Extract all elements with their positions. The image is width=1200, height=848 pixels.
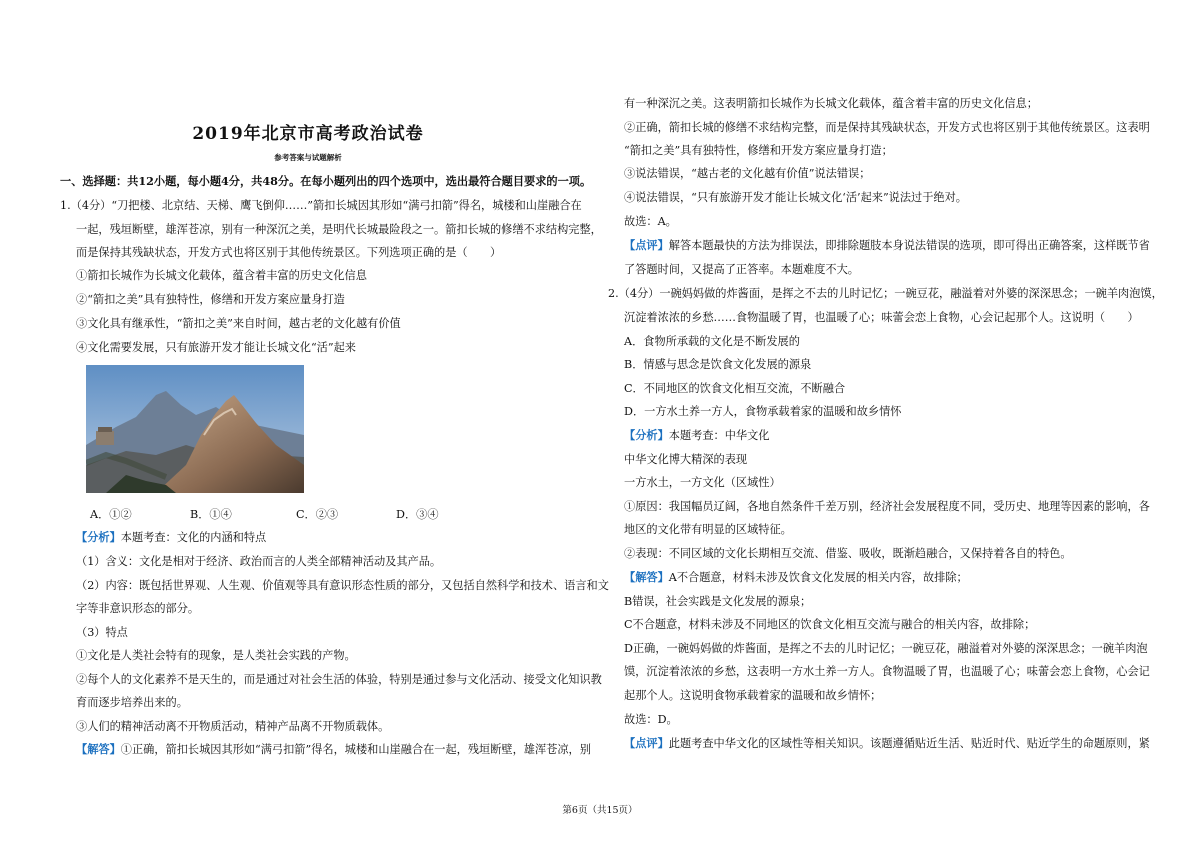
analysis-line: ③人们的精神活动离不开物质活动，精神产品离不开物质载体。 — [76, 720, 390, 733]
q2-option-d: D．一方水土养一方人，食物承载着家的温暖和故乡情怀 — [624, 405, 902, 418]
q1-line: 而是保持其残缺状态，开发方式也将区别于其他传统景区。下列选项正确的是（ ） — [76, 246, 502, 259]
q1-answer-line: ③说法错误，“越古老的文化越有价值”说法错误； — [624, 167, 871, 180]
answer-tag: 【解答】 — [624, 570, 669, 584]
comment-tag: 【点评】 — [624, 238, 669, 252]
analysis-line: ②每个人的文化素养不是天生的，而是通过对社会生活的体验，特别是通过参与文化活动、接受文化知识教 — [76, 673, 602, 686]
comment-line: 了答题时间，又提高了正答率。本题难度不大。 — [624, 263, 859, 276]
option-a: A．①② — [90, 508, 132, 521]
q2-line: 沉淀着浓浓的乡愁……食物温暖了胃，也温暖了心；味蕾会恋上食物，心会记起那个人。这说明（ ） — [624, 311, 1139, 324]
answer-text: A不合题意，材料未涉及饮食文化发展的相关内容，故排除； — [668, 571, 968, 584]
comment-text: 此题考查中华文化的区域性等相关知识。该题遵循贴近生活、贴近时代、贴近学生的命题原则，紧 — [668, 737, 1150, 750]
q2-answer-line: D正确，一碗妈妈做的炸酱面，是挥之不去的儿时记忆；一碗豆花，融溢着对外婆的深深思念；一碗羊肉泡 — [624, 642, 1148, 655]
q2-analysis-line: 中华文化博大精深的表现 — [624, 453, 748, 466]
q2-option-c: C．不同地区的饮食文化相互交流，不断融合 — [624, 382, 846, 395]
page-title: 2019年北京市高考政治试卷 — [192, 124, 424, 144]
q2-analysis-line: 一方水土，一方文化（区域性） — [624, 476, 781, 489]
q1-answer-line: ②正确，箭扣长城的修缮不求结构完整，而是保持其残缺状态，开发方式也将区别于其他传统景区。这表明 — [624, 121, 1150, 134]
section-heading: 一、选择题：共12小题，每小题4分，共48分。在每小题列出的四个选项中，选出最符合题目要求的一项。 — [60, 174, 592, 188]
analysis-line: （1）含义：文化是相对于经济、政治而言的人类全部精神活动及其产品。 — [76, 555, 442, 568]
q2-comment-line — [624, 736, 1150, 751]
q2-answer-line: C不合题意，材料未涉及不同地区的饮食文化相互交流与融合的相关内容，故排除； — [624, 618, 1036, 631]
analysis-line: （3）特点 — [76, 626, 128, 639]
q2-option-b: B．情感与思念是饮食文化发展的源泉 — [624, 358, 812, 371]
analysis-line: 育而逐步培养出来的。 — [76, 696, 188, 709]
q1-answer-line: 故选：A。 — [624, 215, 677, 228]
q2-analysis-line: ②表现：不同区域的文化长期相互交流、借鉴、吸收，既渐趋融合，又保持着各自的特色。 — [624, 547, 1072, 560]
q2-answer-line: 馍，沉淀着浓浓的乡愁，这表明一方水土养一方人。食物温暖了胃，也温暖了心；味蕾会恋上食物，心会记 — [624, 665, 1150, 678]
page-subtitle: 参考答案与试题解析 — [274, 153, 342, 162]
q1-line: ④文化需要发展，只有旅游开发才能让长城文化“活”起来 — [76, 341, 356, 354]
answer-text: ①正确，箭扣长城因其形如“满弓扣箭”得名，城楼和山崖融合在一起，残垣断壁，雄浑苍凉，别 — [120, 743, 591, 756]
q2-analysis-line: ①原因：我国幅员辽阔，各地自然条件千差万别，经济社会发展程度不同，受历史、地理等因素的影响，各 — [624, 500, 1150, 513]
q2-answer-line: B错误，社会实践是文化发展的源泉； — [624, 595, 812, 608]
analysis-line: （2）内容：既包括世界观、人生观、价值观等具有意识形态性质的部分，又包括自然科学和技术、语言和文 — [76, 579, 609, 592]
q1-line: ③文化具有继承性，“箭扣之美”来自时间，越古老的文化越有价值 — [76, 317, 401, 330]
q1-line: ②“箭扣之美”具有独特性，修缮和开发方案应量身打造 — [76, 293, 345, 306]
q2-option-a: A．食物所承载的文化是不断发展的 — [624, 335, 800, 348]
analysis-text: 本题考查：中华文化 — [668, 429, 770, 442]
q2-answer-line: 故选：D。 — [624, 713, 678, 726]
q1-line: 1.（4分）“刀把楼、北京结、天梯、鹰飞倒仰……”箭扣长城因其形如“满弓扣箭”得名，城楼和山崖融合在 — [60, 199, 582, 212]
analysis-line: ①文化是人类社会特有的现象，是人类社会实践的产物。 — [76, 649, 356, 662]
q2-answer-line — [624, 570, 968, 585]
comment-line — [624, 238, 1150, 253]
q1-answer-line: 有一种深沉之美。这表明箭扣长城作为长城文化载体，蕴含着丰富的历史文化信息； — [624, 97, 1038, 110]
q2-line: 2.（4分）一碗妈妈做的炸酱面，是挥之不去的儿时记忆；一碗豆花，融溢着对外婆的深深思念；一碗羊肉泡馍， — [608, 287, 1163, 300]
q1-line: ①箭扣长城作为长城文化载体，蕴含着丰富的历史文化信息 — [76, 269, 367, 282]
analysis-line: 字等非意识形态的部分。 — [76, 602, 200, 615]
q1-answer-line: “箭扣之美”具有独特性，修缮和开发方案应量身打造； — [624, 144, 893, 157]
option-d: D．③④ — [396, 508, 439, 521]
option-c: C．②③ — [296, 508, 339, 521]
q2-analysis-line — [624, 428, 769, 443]
analysis-tag: 【分析】 — [624, 428, 669, 442]
comment-text: 解答本题最快的方法为排误法，即排除题肢本身说法错误的选项，即可得出正确答案，这样既节省 — [668, 239, 1150, 252]
q2-answer-line: 起那个人。这说明食物承载着家的温暖和故乡情怀； — [624, 689, 882, 702]
q1-line: 一起，残垣断壁，雄浑苍凉，别有一种深沉之美，是明代长城最险段之一。箭扣长城的修缮不求结构完整， — [76, 223, 602, 236]
analysis-text: 本题考查：文化的内涵和特点 — [120, 531, 267, 544]
comment-tag: 【点评】 — [624, 736, 669, 750]
answer-tag: 【解答】 — [76, 742, 121, 756]
great-wall-photo — [86, 365, 304, 493]
q2-analysis-line: 地区的文化带有明显的区域特征。 — [624, 523, 792, 536]
analysis-tag: 【分析】 — [76, 530, 121, 544]
page-footer: 第6页（共15页） — [562, 805, 638, 816]
analysis-line — [76, 530, 266, 545]
q1-answer-line: ④说法错误，“只有旅游开发才能让长城文化‘活’起来”说法过于绝对。 — [624, 191, 967, 204]
great-wall-illustration — [86, 365, 304, 493]
answer-line — [76, 742, 591, 757]
option-b: B．①④ — [190, 508, 232, 521]
